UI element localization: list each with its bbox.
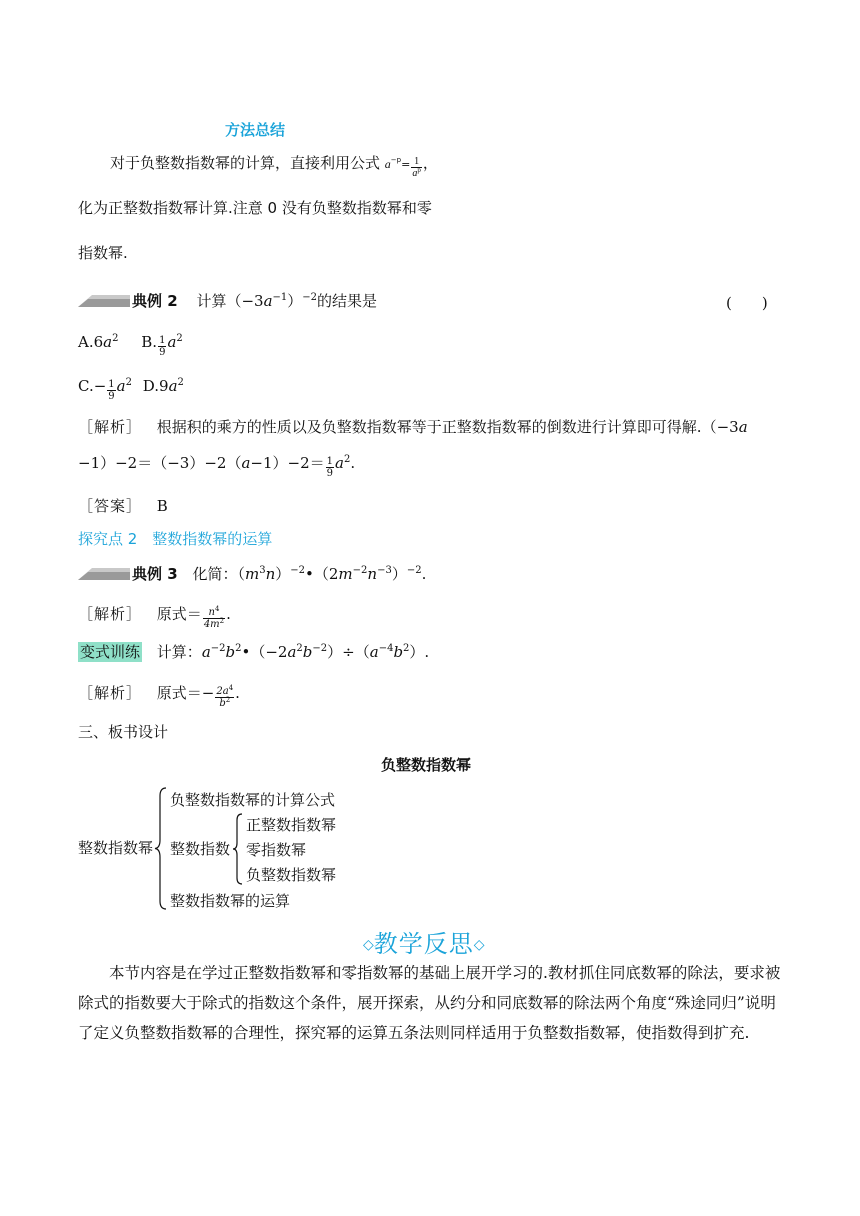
analysis-frac	[326, 456, 334, 479]
ex3-frac-den-exp: 2	[219, 617, 225, 625]
board-section-heading: 三、板书设计	[78, 723, 169, 741]
ex3-exp1: −2	[290, 565, 306, 576]
example-2-analysis-line-2	[78, 452, 355, 479]
board-branch-2: 整数指数	[170, 840, 231, 858]
formula-fraction	[411, 156, 422, 179]
option-b-text: B.	[141, 333, 158, 351]
option-a-text: A.6	[78, 333, 104, 351]
summary-line-1	[110, 152, 438, 179]
ex3-n2: n	[367, 565, 378, 583]
ribbon-icon	[78, 293, 130, 309]
ex3-q-prefix: 化简：（	[192, 565, 245, 583]
board-sub-1: 正整数指数幂	[246, 816, 337, 834]
analysis-var: a	[738, 418, 748, 436]
v-t2e: 2	[235, 643, 242, 654]
variant-prefix: 计算：	[156, 643, 202, 661]
ex3-frac-den: 4m	[203, 619, 220, 630]
ex3-exp2: −2	[406, 565, 422, 576]
options-line-2	[78, 377, 184, 402]
v-t5: b	[302, 643, 313, 661]
board-brace-outer	[154, 786, 168, 911]
v-t3: •（−2	[241, 643, 288, 661]
ex3-analysis-prefix: 原式＝	[156, 605, 202, 623]
example-2-q-var: a	[263, 292, 273, 310]
variant-analysis-prefix: 原式＝−	[156, 684, 215, 702]
ex3-end: .	[421, 565, 427, 583]
inquiry-2-title: 探究点 2 整数指数幂的运算	[78, 530, 273, 548]
example-2-q-prefix: 计算（−3	[196, 292, 264, 310]
analysis-end: .	[350, 454, 356, 472]
formula-den-exp: p	[417, 166, 421, 174]
analysis-frac-num: 1	[326, 456, 334, 467]
analysis-text: 根据积的乘方的性质以及负整数指数幂等于正整数指数幂的倒数进行计算即可得解.（−3	[156, 418, 739, 436]
ribbon-icon	[78, 566, 130, 582]
option-b-num: 1	[159, 335, 166, 346]
board-brace-inner	[232, 812, 244, 886]
ex3-m-exp: 3	[259, 565, 266, 576]
option-c-text: C.−	[78, 377, 107, 395]
option-c-exp: 2	[125, 377, 132, 388]
v-t4e: 2	[296, 643, 303, 654]
analysis-frac-den: 9	[326, 468, 334, 479]
ex3-frac	[203, 607, 225, 630]
option-a-exp: 2	[112, 333, 119, 344]
v-t4: a	[287, 643, 297, 661]
option-d-text: D.9	[142, 377, 169, 395]
ex3-dot: •（2	[305, 565, 339, 583]
answer-label: ［答案］	[78, 497, 143, 515]
variant-frac-num-exp: 4	[228, 684, 234, 692]
option-d	[143, 377, 184, 395]
formula-num: 1	[411, 156, 422, 168]
board-branch-3: 整数指数幂的运算	[170, 892, 291, 910]
v-t1: a	[201, 643, 211, 661]
analysis-line2-a: −1）−2＝（−3）−2（	[78, 454, 242, 472]
ex3-m2: m	[338, 565, 353, 583]
answer-value: B	[156, 497, 168, 515]
v-t1e: −2	[210, 643, 226, 654]
option-b-frac	[158, 335, 166, 358]
analysis-label: ［解析］	[78, 684, 143, 702]
formula-base: a	[384, 157, 391, 171]
answer-paren: ( )	[726, 294, 768, 312]
option-c-num: 1	[108, 379, 115, 390]
reflection-heading	[363, 924, 485, 959]
option-b-exp: 2	[176, 333, 183, 344]
example-2-q-exp1: −1	[272, 292, 288, 303]
ex3-frac-num: n	[208, 607, 215, 618]
analysis-label: ［解析］	[78, 418, 143, 436]
summary-line-2: 化为正整数指数幂计算.注意 0 没有负整数指数幂和零	[78, 199, 432, 217]
board-sub-3: 负整数指数幂	[246, 866, 337, 884]
board-root: 整数指数幂	[78, 839, 154, 857]
summary-line1-suffix: ，	[422, 154, 438, 172]
example-2-analysis-line-1	[78, 416, 748, 437]
variant-analysis	[78, 682, 240, 709]
board-title: 负整数指数幂	[381, 756, 472, 774]
example-2-answer	[78, 495, 168, 516]
analysis-line2-c: −1）−2＝	[250, 454, 325, 472]
v-t2: b	[225, 643, 236, 661]
v-t5e: −2	[312, 643, 328, 654]
option-a-var: a	[103, 333, 113, 351]
variant-frac-den: b	[219, 698, 226, 709]
diamond-left-icon: ◇	[363, 937, 374, 953]
ex3-analysis-end: .	[226, 605, 231, 623]
reflection-paragraph: 本节内容是在学过正整数指数幂和零指数幂的基础上展开学习的.教材抓住同底数幂的除法，要求被除式的指数要大于除式的指数这个条件，展开探索，从约分和同底数幂的除法两个角度“殊途同归”说明了定义负整数指数幂的合理性，探究幂的运算五条法则同样适用于负整数指数幂，使指数得到扩充.	[78, 964, 781, 1042]
option-b-var: a	[167, 333, 177, 351]
v-t8: b	[393, 643, 404, 661]
example-2-question	[78, 290, 377, 311]
option-d-var: a	[168, 377, 178, 395]
variant-frac-den-exp: 2	[225, 696, 231, 704]
example-2-label: 典例 2	[132, 292, 178, 310]
v-t9: ）.	[409, 643, 430, 661]
diamond-right-icon: ◇	[473, 937, 485, 953]
variant-analysis-end: .	[235, 684, 240, 702]
v-t7e: −4	[378, 643, 394, 654]
option-c-frac	[107, 379, 115, 402]
summary-line-3: 指数幂.	[78, 244, 128, 262]
ex3-close2: ）	[391, 565, 407, 583]
option-a	[78, 333, 118, 351]
summary-line1-prefix: 对于负整数指数幂的计算，直接利用公式	[110, 154, 381, 172]
v-t6: ）÷（	[327, 643, 370, 661]
variant-frac	[215, 686, 234, 709]
option-d-exp: 2	[177, 377, 184, 388]
option-b-den: 9	[159, 347, 166, 358]
v-t7: a	[369, 643, 379, 661]
board-sub-2: 零指数幂	[246, 841, 307, 859]
formula-exp: −p	[390, 156, 402, 164]
option-c-var: a	[116, 377, 126, 395]
example-2-q-mid: ）	[287, 292, 303, 310]
example-2-q-suffix: 的结果是	[317, 292, 378, 310]
variant-label: 变式训练	[80, 643, 141, 661]
example-3-analysis	[78, 603, 231, 630]
analysis-end-var: a	[335, 454, 344, 472]
formula-den-base: a	[412, 168, 418, 179]
example-3-label: 典例 3	[132, 565, 178, 583]
ex3-close1: ）	[275, 565, 291, 583]
option-b	[141, 333, 183, 358]
variant-question	[78, 641, 429, 662]
ex3-n2-exp: −3	[377, 565, 392, 576]
analysis-label: ［解析］	[78, 605, 143, 623]
board-branch-1: 负整数指数幂的计算公式	[170, 791, 336, 809]
ex3-m: m	[244, 565, 260, 583]
reflection-title: 教学反思	[373, 930, 474, 958]
v-t8e: 2	[403, 643, 410, 654]
formula-eq: =	[401, 158, 411, 171]
analysis-line2-var: a	[241, 454, 251, 472]
option-c-den: 9	[108, 391, 115, 402]
example-2-q-exp2: −2	[302, 292, 318, 303]
option-c	[78, 377, 132, 402]
analysis-end-exp: 2	[343, 454, 351, 465]
variant-frac-num: 2a	[216, 686, 229, 697]
ex3-frac-num-exp: 4	[214, 605, 220, 613]
method-summary-heading: 方法总结	[225, 121, 286, 139]
example-3-question	[78, 563, 426, 584]
ex3-n: n	[265, 565, 276, 583]
ex3-m2-exp: −2	[352, 565, 368, 576]
options-line-1	[78, 333, 183, 358]
